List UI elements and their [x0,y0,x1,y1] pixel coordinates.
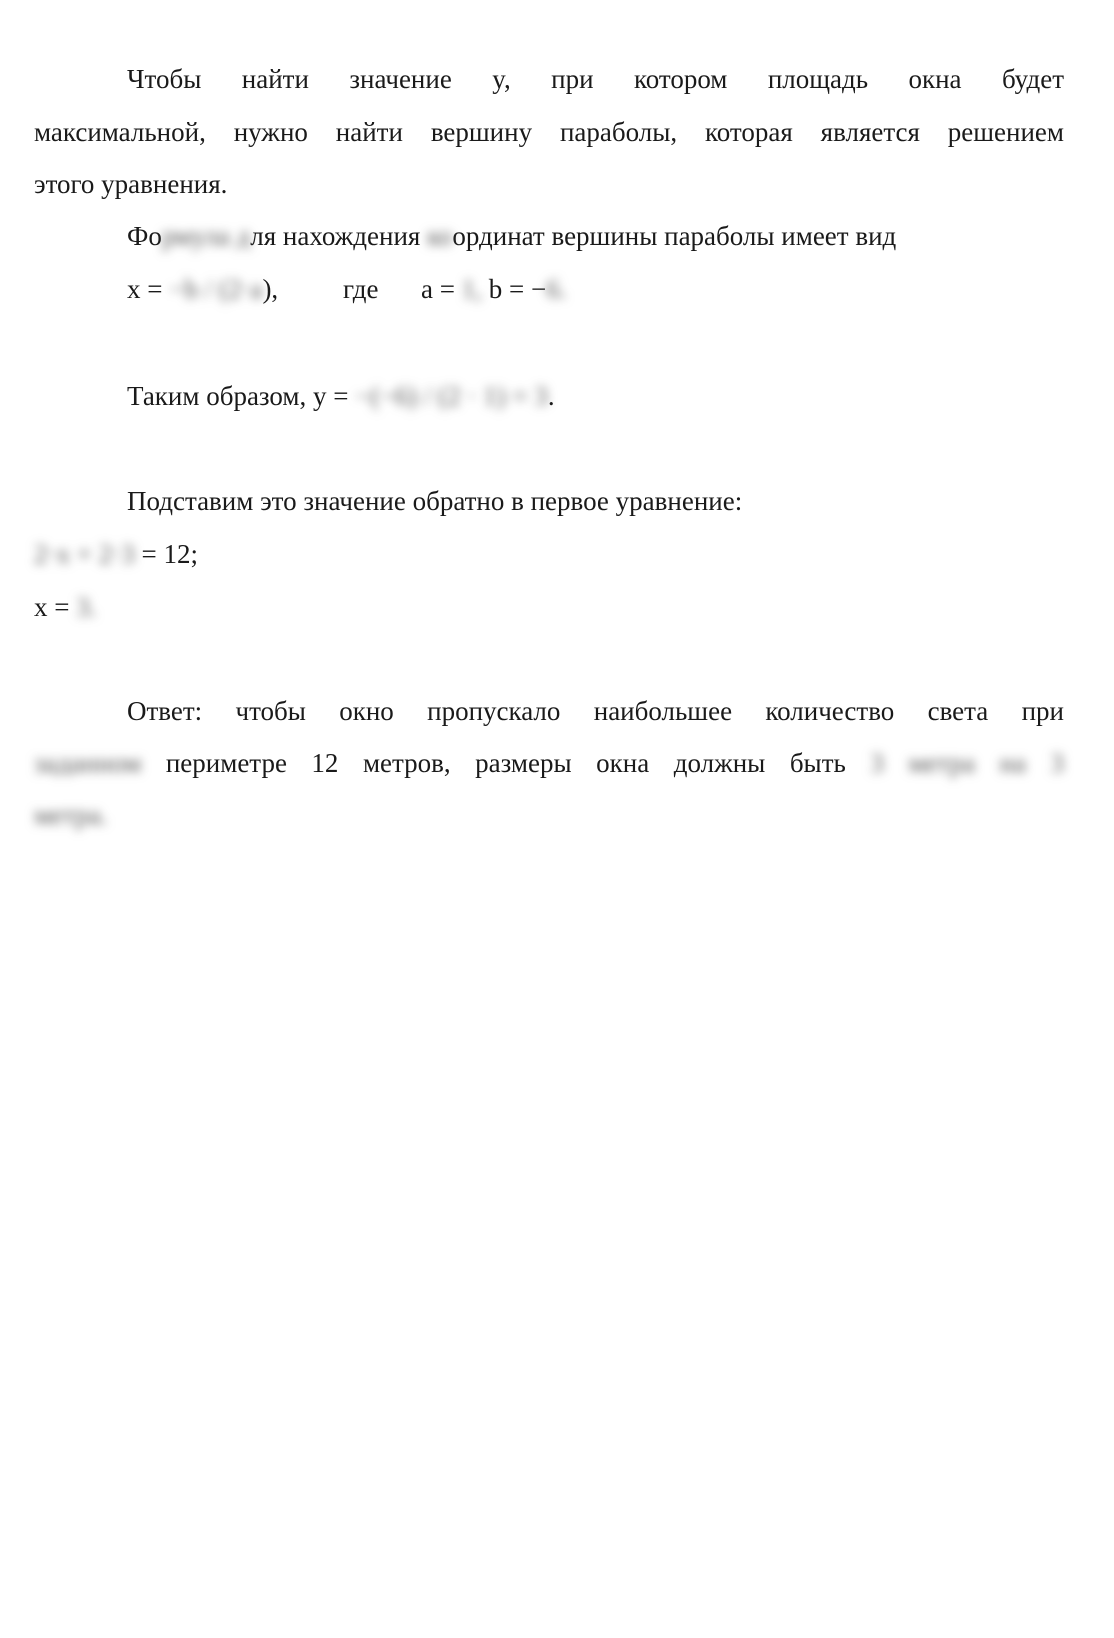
formula-x-label: x = [127,274,170,304]
formula-intro-part-2: ля нахождения [250,221,428,251]
substitute-eq2-blurred: 3. [76,592,97,622]
answer-line-2-middle: периметре 12 метров, размеры окна должны быть [141,748,846,778]
formula-a-label: a = [421,274,462,304]
substitute-equation-1 [34,537,198,571]
substitute-eq1-tail: = 12; [134,539,198,569]
substitute-eq1-blurred: 2·x + 2·3 [34,539,135,569]
formula-a-blurred: 1, [461,274,482,304]
result-y-tail: . [547,381,555,411]
substitute-eq2-label: x = [34,592,77,622]
formula-intro-part-1: Фо [127,221,162,251]
paragraph-1-line-2: максимальной, нужно найти вершину параболы, которая является решением [34,117,1064,147]
paragraph-1-line-3: этого уравнения. [34,169,228,199]
formula-b-blurred: 6. [546,274,567,304]
paragraph-1-line-1: Чтобы найти значение y, при котором площадь окна будет [127,64,1064,94]
answer-line-2-blurred-start: заданном [34,748,142,778]
answer-line-2 [34,746,1064,780]
formula-where: где [343,274,379,304]
result-y-blurred: −(−6) / (2 · 1) = 3 [355,381,548,411]
formula-x-blurred: −b / (2·a [169,274,263,304]
formula-intro-part-3: ординат вершины параболы имеет вид [452,221,897,251]
answer-line-3-blurred: метра. [34,800,108,830]
vertex-formula [127,272,278,306]
formula-intro [127,219,896,253]
answer-line-3 [34,798,107,832]
formula-coefficients [421,272,566,306]
result-y-label: Таким образом, y = [127,381,356,411]
formula-b-label: b = − [481,274,547,304]
answer-line-2-blurred-end: 3 метра на 3 [845,748,1064,778]
formula-x-tail: ), [262,274,279,304]
formula-intro-blurred-1: рмула д [161,221,251,251]
substitute-equation-2 [34,590,96,624]
substitute-text: Подставим это значение обратно в первое уравнение: [127,486,743,516]
formula-intro-blurred-2: ко [427,221,453,251]
answer-line-1: Ответ: чтобы окно пропускало наибольшее количество света при [127,696,1064,726]
result-y [127,379,555,413]
